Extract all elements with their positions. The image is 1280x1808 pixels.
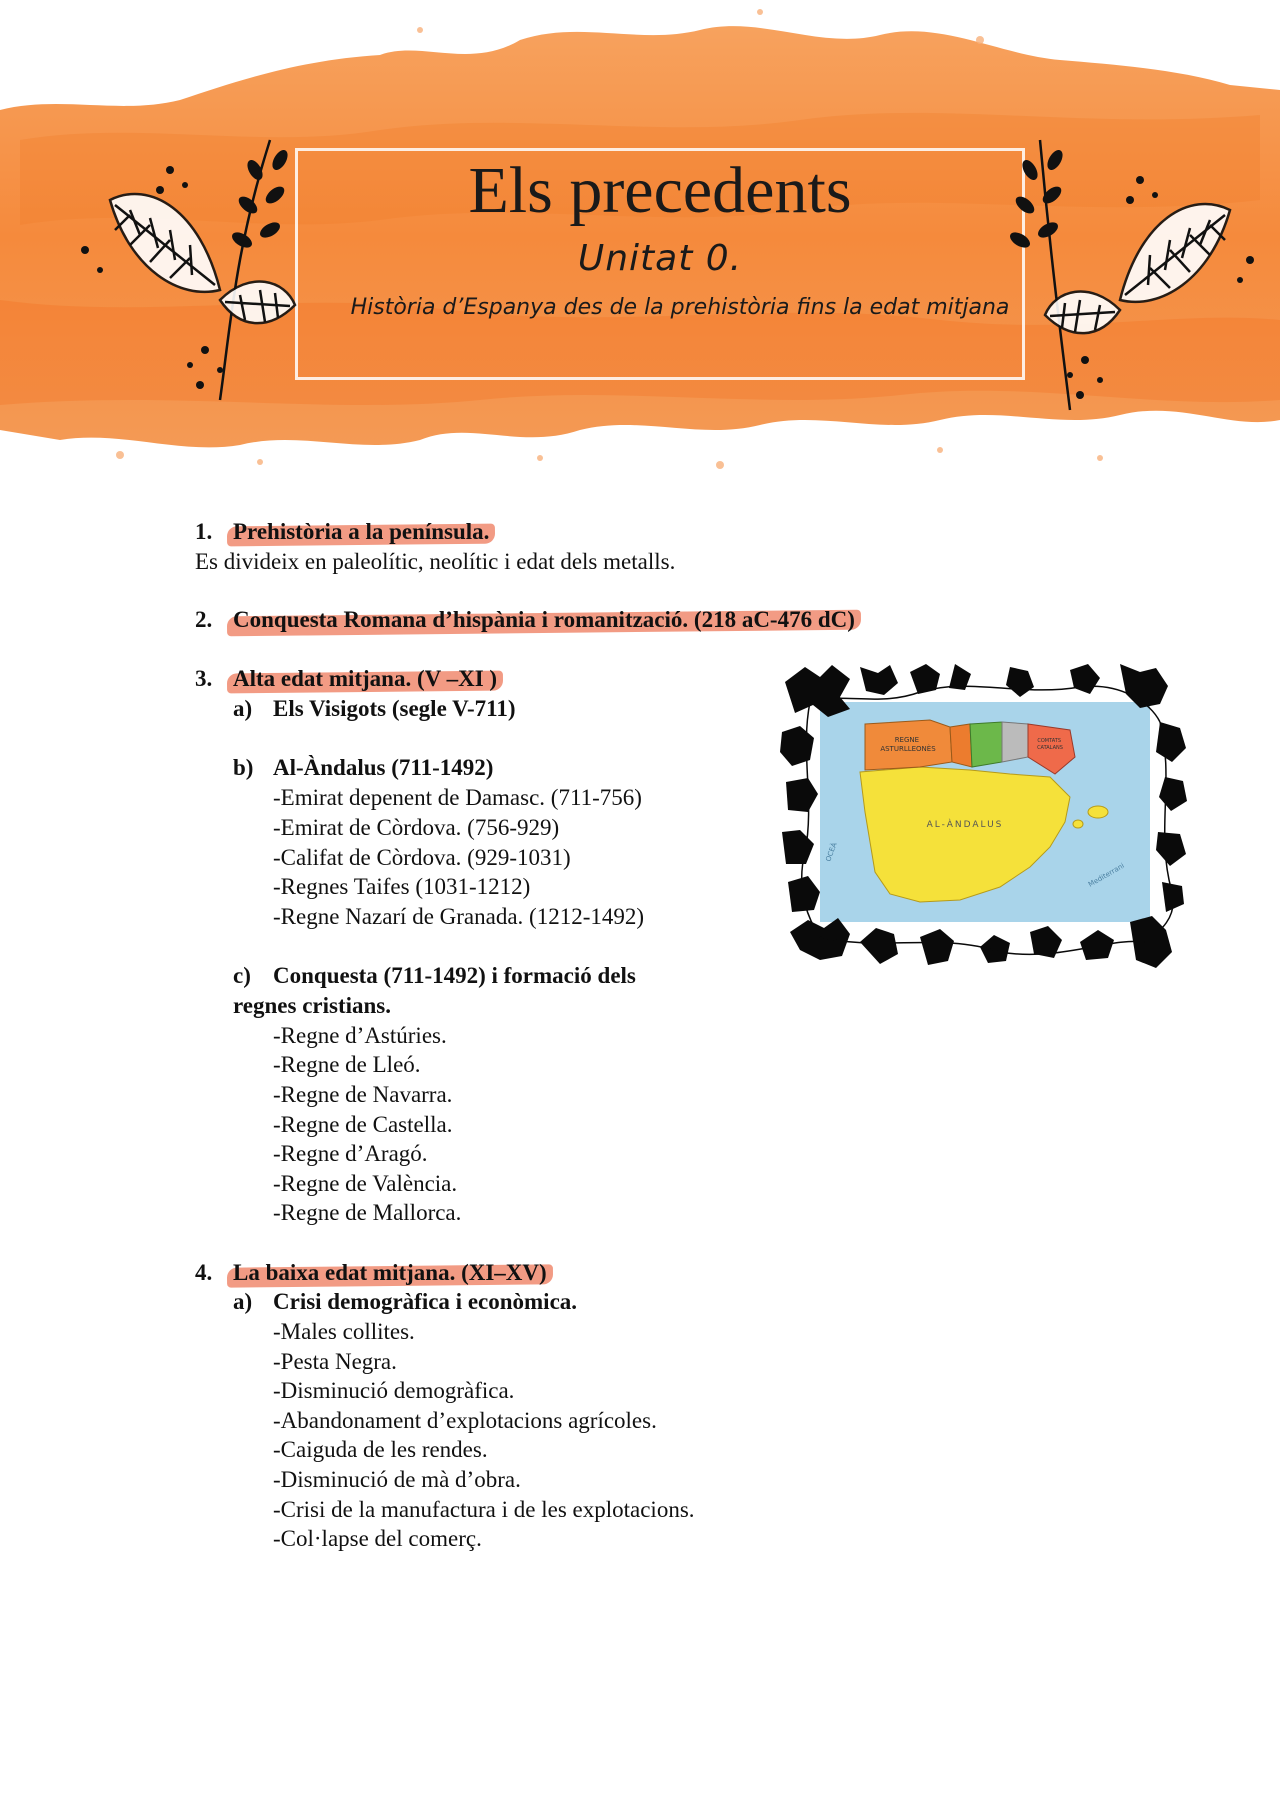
subsection-letter: a) (233, 1289, 253, 1314)
arago-region (1002, 722, 1028, 762)
section-number: 1. (195, 519, 213, 544)
subsection-letter: b) (233, 755, 254, 780)
list-item: -Crisi de la manufactura i de les explotacions. (273, 1497, 695, 1522)
unit-description: Història d’Espanya des de la prehistòria fins la edat mitjana (350, 295, 1010, 320)
list-item: -Disminució de mà d’obra. (273, 1467, 521, 1492)
section-title: Conquesta Romana d’hispània i romanització. (218 aC-476 dC) (233, 607, 855, 632)
castella-region (950, 724, 972, 767)
list-item: -Regnes Taifes (1031-1212) (273, 874, 531, 899)
section-title: Prehistòria a la península. (233, 519, 490, 544)
section-1-text: Es divideix en paleolític, neolític i edat dels metalls. (195, 549, 676, 574)
list-item: -Regne de Navarra. (273, 1082, 453, 1107)
highlight-mark (233, 1258, 547, 1288)
section-2-heading (195, 605, 855, 635)
subsection-title: Crisi demogràfica i econòmica. (273, 1289, 578, 1314)
subsection-letter: a) (233, 696, 253, 721)
balearic-islands (1073, 820, 1083, 828)
subsection-3c (233, 961, 636, 991)
page-title: Els precedents (468, 154, 852, 227)
map-label-catalans: COMTATS CATALANS (1037, 738, 1063, 751)
list-item: -Col·lapse del comerç. (273, 1526, 482, 1551)
subsection-3a (233, 694, 516, 724)
list-item: -Regne de Mallorca. (273, 1200, 462, 1225)
highlight-mark (233, 664, 497, 694)
leaf-decoration-right-icon (990, 130, 1270, 420)
highlight-mark (233, 605, 855, 635)
list-item: -Emirat de Còrdova. (756-929) (273, 815, 560, 840)
section-title: Alta edat mitjana. (V –XI ) (233, 666, 498, 691)
iberia-map (780, 662, 1188, 972)
subsection-title: Conquesta (711-1492) i formació dels (273, 963, 636, 988)
list-item: -Regne de Lleó. (273, 1052, 421, 1077)
section-4-heading (195, 1258, 547, 1288)
balearic-islands (1088, 806, 1108, 818)
list-item: -Regne de Castella. (273, 1112, 453, 1137)
section-number: 4. (195, 1260, 213, 1285)
section-number: 2. (195, 607, 213, 632)
subsection-title: Els Visigots (segle V-711) (273, 696, 516, 721)
map-label-al-andalus: AL-ÀNDALUS (926, 820, 1004, 830)
list-item: -Males collites. (273, 1319, 415, 1344)
leaf-decoration-left-icon (70, 130, 310, 410)
highlight-mark (233, 517, 489, 547)
subsection-4a (233, 1287, 577, 1317)
section-title: La baixa edat mitjana. (XI–XV) (233, 1260, 547, 1285)
list-item: -Emirat depenent de Damasc. (711-756) (273, 785, 642, 810)
subsection-title: Al-Àndalus (711-1492) (273, 755, 494, 780)
map-label-atlantic: OCEÀ (824, 841, 839, 863)
list-item: -Regne d’Astúries. (273, 1023, 447, 1048)
list-item: -Caiguda de les rendes. (273, 1437, 488, 1462)
iberia-map-image (780, 662, 1188, 972)
list-item: -Disminució demogràfica. (273, 1378, 515, 1403)
unit-subtitle: Unitat 0. (577, 238, 743, 279)
list-item: -Pesta Negra. (273, 1349, 397, 1374)
list-item: -Regne d’Aragó. (273, 1141, 428, 1166)
pamplona-region (970, 722, 1002, 767)
subsection-3b (233, 753, 493, 783)
section-1-heading (195, 517, 489, 547)
list-item: -Regne Nazarí de Granada. (1212-1492) (273, 904, 645, 929)
list-item: -Abandonament d’explotacions agrícoles. (273, 1408, 657, 1433)
list-item: -Califat de Còrdova. (929-1031) (273, 845, 571, 870)
subsection-letter: c) (233, 963, 251, 988)
map-label: REGNE ASTURLLEONÈS (880, 736, 936, 753)
section-number: 3. (195, 666, 213, 691)
list-item: -Regne de València. (273, 1171, 458, 1196)
subsection-3c-title-cont: regnes cristians. (233, 993, 392, 1018)
section-3-heading (195, 664, 497, 694)
map-label-mediterrani: Mediterrani (1087, 861, 1126, 889)
header-banner (0, 0, 1280, 470)
